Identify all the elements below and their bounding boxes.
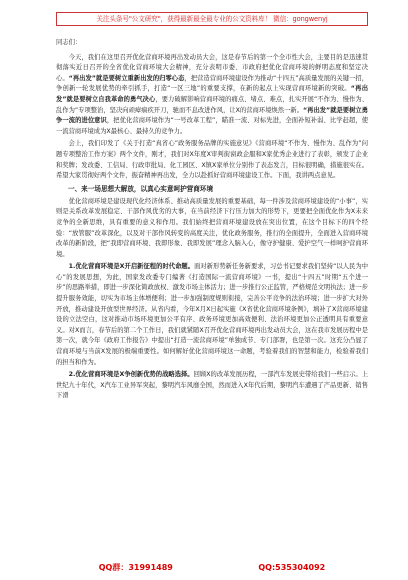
subheading-2: 2.优化营商环境是X争创新优势的战略选择。	[68, 371, 194, 379]
qq-group: QQ群：31991489	[98, 563, 173, 572]
emphasis-first-class: “再出发”就是要树立勇争一流的进位意识	[56, 106, 369, 125]
paragraph-3: 优化营商环境是建设现代化经济体系、推动高质量发展的重要基础，每一件涉及营商环境建设的“小事”，实则是关系改革发展稳定、干部作风优劣的大事，在当前经济下行压力加大的形势下，更要把全面优化作为X未来竞争的全新思维，具有重要的意义和作用。我们始终把营商环境建设放在突出位置，在这个目标下的四个经验：“放管服”改革深化，以及对干部作风转变的高度关注，优化政务服务，推行的全面提升，全面进入营商环境改革的新阶段，把“我即营商环境、我即形象、我即发展”理念入脑入心，像守护健康、爱护空气一样呵护营商环境。	[56, 197, 368, 258]
paragraph-1-intro: 今天，我们在这里召开优化营商环境再出发动员大会，这是春节后的第一个全市性大会，主要目的是迅速贯彻落实近日召开的全省优化营商环境大会精神，充分表明市委、市政府把优化营商环境的鲜明态度和坚定决心。	[56, 53, 368, 82]
paragraph-1	[56, 53, 368, 138]
promo-banner: 关注头条号"公文研究"，获得最新最全最专业的公文资料库！ 微信：gongwenyj	[56, 12, 368, 26]
document-body	[56, 38, 368, 404]
paragraph-4-body: 面对新形势新任务新要求，习总书记要求我们坚持“以人民为中心”的发展思想，为此，国家发改委专门编著《打造国际一流营商环境》一书，提出“十四五”时期“五个进一步”的思路举措，即进一步深化简政放权、激发市场主体活力；进一步推行公正监管，严格规范文明执法；进一步提升服务效能，切实为市场主体增便利；进一步加强制度规则衔接，完善公平竞争的法治环境；进一步扩大对外开放，推动建设开放型世界经济。从省内看，今年X月X日起实施《X省优化营商环境条例》，填补了X营商环境建设的立法空白，这对推动市场环境更加公平有序、政务环境更加高效便利、法治环境更加公正透明具有重要意义。对X而言，春节后的第二个工作日，我们就紧随X召开优化营商环境再出发动员大会，这在我市发展历程中是第一次，就今年《政府工作报告》中提出“打造一流营商环境”单独成节、专门部署，也是第一次。这充分凸显了营商环境与当前X发展的极端重要性。如何解好优化营商环境这一命题，考验着我们的智慧和能力，检验着我们的担当和作为。	[56, 263, 368, 366]
paragraph-1-part-4: ，把优化营商环境作为“一号改革工程”，瞄准一流、对标先进，全面补短补弱、比学赶超，使一流营商环境成为X最核心、最持久的竞争力。	[56, 117, 368, 135]
paragraph-1-part-2: ，把营造营商环境建设作为推动“十四五”高质量发展的关键一招，争创新一轮发展优势的牵引抓手，打造“一区三地”的重要支撑，在新的起点上实现营商环境新的突破。	[56, 74, 369, 93]
paragraph-2: 会上，我们印发了《关于打造“真省心”政务服务品牌的实施意见》《营商环境“不作为、慢作为、乱作为”问题专项整治工作方案》两个文件，刚才，我们对X年度X审判街窗政企服和X家优秀企业进行了表彰，颁发了企业和奖牌；发改委、工信局、行政审批局、化工园区、X镇X家单位分别作了表态发言，目标很明确，措施很实在。希望大家贯彻好两个文件，振奋精神再出发，全力以赴抓好营商环境建设工作。下面，我讲两点意见。	[56, 140, 368, 180]
paragraph-5	[56, 370, 368, 402]
greeting: 同志们：	[56, 39, 82, 46]
qq-number: QQ:535304092	[258, 563, 326, 572]
emphasis-self-revolution: “再出发”就是要树立自我革命的勇气决心	[56, 85, 368, 103]
emphasis-restart-mindset: “再出发”就是要树立重新出发的归零心态	[68, 74, 185, 82]
contact-footer	[56, 561, 368, 575]
section-heading-1: 一、来一场思想大解放，以真心实意呵护营商环境	[68, 184, 214, 193]
paragraph-5-body: 回顾X的改革发展历程，一部汽车发展史带给我们一些启示。上世纪九十年代，X汽车工业异军突起，黎明汽车风靡全国，然而进入X年代后期，黎明汽车遭遇了产品更新、销售下滑	[56, 371, 368, 400]
subheading-1: 1.优化营商环境是X开启新征程的时代命题。	[68, 263, 195, 271]
paragraph-1-part-3: ，要力破解影响营商环境的痛点、堵点、难点，扎实开展“不作为、慢作为、乱作为”专项整治，坚决向顽瘴痼疾开刀，驰而不息改进作风，让X的营商环境焕然一新。	[56, 95, 368, 114]
paragraph-4	[56, 262, 368, 368]
